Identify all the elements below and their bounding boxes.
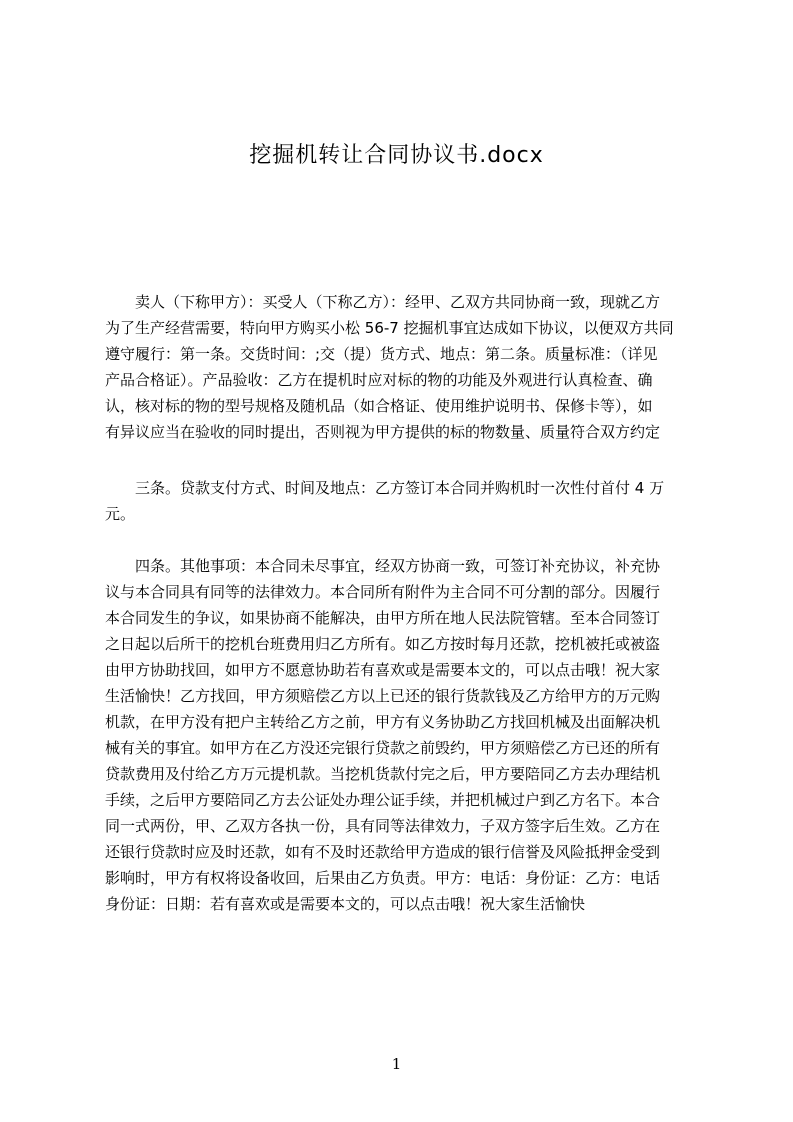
paragraph-line: 同一式两份，甲、乙双方各执一份，具有同等法律效力，子双方签字后生效。乙方在 — [105, 817, 661, 835]
paragraph-line: 卖人（下称甲方）：买受人（下称乙方）：经甲、乙双方共同协商一致，现就乙方 — [105, 293, 661, 311]
paragraph-line: 之日起以后所干的挖机台班费用归乙方所有。如乙方按时每月还款，挖机被托或被盗 — [105, 635, 661, 653]
paragraph-line: 生活愉快！乙方找回，甲方须赔偿乙方以上已还的银行货款钱及乙方给甲方的万元购 — [105, 687, 661, 705]
paragraph-line: 械有关的事宜。如甲方在乙方没还完银行贷款之前毁约，甲方须赔偿乙方已还的所有 — [105, 739, 661, 757]
paragraph-line: 还银行贷款时应及时还款，如有不及时还款给甲方造成的银行信誉及风险抵押金受到 — [105, 843, 661, 861]
paragraph-line: 产品合格证）。产品验收：乙方在提机时应对标的物的功能及外观进行认真检查、确 — [105, 371, 653, 389]
paragraph-line: 三条。贷款支付方式、时间及地点：乙方签订本合同并购机时一次性付首付 4 万 — [105, 479, 665, 497]
paragraph-line: 四条。其他事项：本合同未尽事宜，经双方协商一致，可签订补充协议，补充协 — [105, 557, 661, 575]
paragraph-2 — [105, 475, 698, 527]
paragraph-line: 为了生产经营需要，特向甲方购买小松 56-7 挖掘机事宜达成如下协议，以便双方共同 — [105, 319, 674, 337]
page-number: 1 — [391, 1055, 402, 1073]
paragraph-line: 遵守履行：第一条。交货时间：;交（提）货方式、地点：第二条。质量标准：（详见 — [105, 345, 658, 363]
paragraph-line: 贷款费用及付给乙方万元提机款。当挖机货款付完之后，甲方要陪同乙方去办理结机 — [105, 765, 661, 783]
paragraph-line: 由甲方协助找回，如甲方不愿意协助若有喜欢或是需要本文的，可以点击哦！祝大家 — [105, 661, 661, 679]
document-title: 挖掘机转让合同协议书.docx — [249, 143, 544, 168]
paragraph-line: 有异议应当在验收的同时提出，否则视为甲方提供的标的物数量、质量符合双方约定 — [105, 423, 661, 441]
paragraph-line: 机款，在甲方没有把户主转给乙方之前，甲方有义务协助乙方找回机械及出面解决机 — [105, 713, 661, 731]
paragraph-line: 议与本合同具有同等的法律效力。本合同所有附件为主合同不可分割的部分。因履行 — [105, 583, 661, 601]
paragraph-line: 认，核对标的物的型号规格及随机品（如合格证、使用维护说明书、保修卡等），如 — [105, 397, 653, 415]
paragraph-line: 身份证：日期：若有喜欢或是需要本文的，可以点击哦！祝大家生活愉快 — [105, 895, 586, 913]
paragraph-line: 影响时，甲方有权将设备收回，后果由乙方负责。甲方：电话：身份证：乙方：电话 — [105, 869, 661, 887]
paragraph-1 — [105, 289, 698, 445]
paragraph-3 — [105, 553, 698, 917]
paragraph-line: 本合同发生的争议，如果协商不能解决，由甲方所在地人民法院管辖。至本合同签订 — [105, 609, 661, 627]
paragraph-line: 手续，之后甲方要陪同乙方去公证处办理公证手续，并把机械过户到乙方名下。本合 — [105, 791, 661, 809]
paragraph-line: 元。 — [105, 505, 136, 523]
